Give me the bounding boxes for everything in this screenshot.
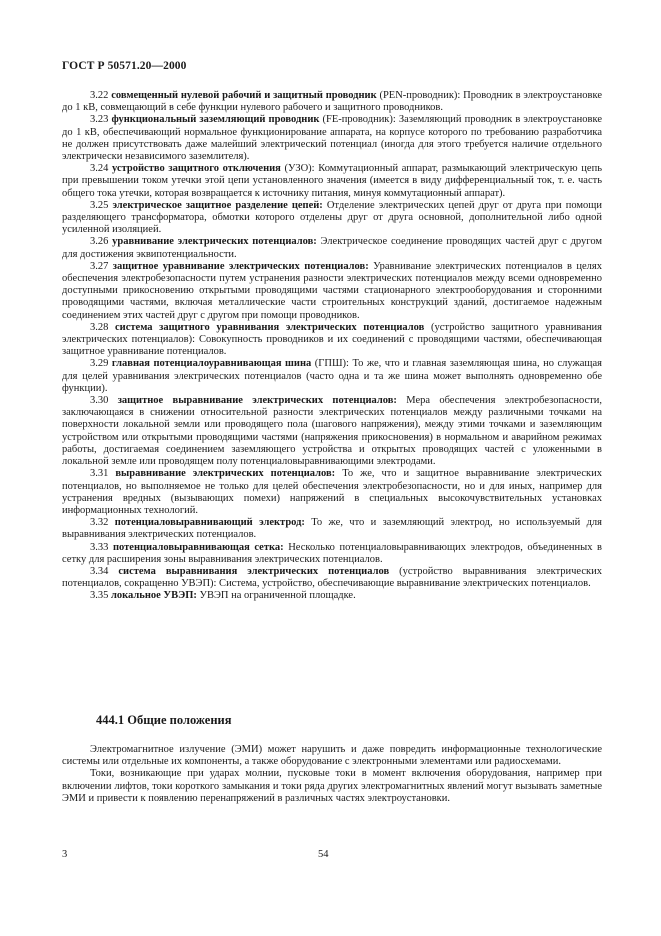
term-definition: То же, что и защитное выравнивание электрических потенциалов, но выполняемое не только для целей обеспечения электробезопасности, но и для иных, например для устранения вредных (вызывающих помехи) напряжений в специальных высокочувствительных установках информационных технологий. <box>62 468 602 516</box>
term-number: 3.29 <box>90 358 109 370</box>
section-title: 444.1 Общие положения <box>96 713 232 727</box>
term-definition: (ГПШ): То же, что и главная заземляющая шина, но служащая для целей уравнивания электрических потенциалов (часто одна и та же шина может выполнять одновременно обе функции). <box>62 358 602 394</box>
term-entry <box>62 590 602 602</box>
term-definition: Несколько потенциаловыравнивающих электродов, объединенных в сетку для расширения зоны выравнивания электрических потенциалов. <box>62 541 603 565</box>
term-name: устройство защитного отключения <box>112 163 281 175</box>
term-name: выравнивание электрических потенциалов: <box>115 468 336 480</box>
term-entry <box>62 468 602 517</box>
term-definition: УВЭП на ограниченной площадке. <box>196 590 356 602</box>
term-entry <box>62 542 602 566</box>
term-definition: (FE-проводник): Заземляющий проводник в электроустановке до 1 кВ, обеспечивающий нормальное функционирование аппарата, на корпусе которого по требованию разработчика не должен присутствовать даже малейший электрический потенциал (иногда для этого требуется наличие отдельного электрически независимого заземлителя). <box>62 114 602 163</box>
term-entry <box>62 358 602 395</box>
term-definition: (PEN-проводник): Проводник в электроустановке до 1 кВ, совмещающий в себе функции нулевого рабочего и защитного проводников. <box>62 90 602 114</box>
term-entry <box>62 163 602 200</box>
term-name: уравнивание электрических потенциалов: <box>112 236 317 248</box>
document-header: ГОСТ Р 50571.20—2000 <box>62 60 187 72</box>
term-definition: Мера обеспечения электробезопасности, заключающаяся в снижении относительной разности электрических потенциалов между различными точками на поверхности локальной земли или проводящего пола (шагового напряжения), между этими точками и заземляющим устройством или открытыми проводящими частями (напряжения прикосновения) в нормальном и аварийном режимах работы, достигаемая соединением заземляющего устройства и открытых проводящих частей с уложенными в локальной земле или проводящем полу потенциаловыравнивающими электродами. <box>62 395 603 468</box>
page-number: 54 <box>318 849 329 860</box>
term-definition: (устройство выравнивания электрических потенциалов, сокращенно УВЭП): Система, устройство, обеспечивающие выравнивание электрических потенциалов. <box>62 565 602 590</box>
term-definition: То же, что и заземляющий электрод, но используемый для выравнивания электрических потенциалов. <box>62 517 602 541</box>
term-number: 3.22 <box>90 90 109 101</box>
term-number: 3.30 <box>90 395 109 407</box>
term-definition: Электрическое соединение проводящих частей друг с другом для достижения эквипотенциальности. <box>62 236 603 260</box>
term-number: 3.28 <box>90 321 109 333</box>
term-number: 3.32 <box>90 517 109 529</box>
term-name: совмещенный нулевой рабочий и защитный проводник <box>111 90 377 101</box>
term-number: 3.33 <box>90 541 109 553</box>
term-name: локальное УВЭП: <box>111 590 197 602</box>
term-number: 3.24 <box>90 163 109 175</box>
term-entry <box>62 114 602 163</box>
term-number: 3.26 <box>90 236 109 248</box>
term-name: система защитного уравнивания электрических потенциалов <box>115 321 425 333</box>
term-name: функциональный заземляющий проводник <box>111 114 320 126</box>
section-paragraph: Токи, возникающие при ударах молнии, пусковые токи в момент включения оборудования, например при включении лифтов, токи короткого замыкания и токи ряда других электромагнитных явлений могут вызывать заметные ЭМИ и привести к появлению перенапряжений в различных частях электроустановки. <box>62 768 602 804</box>
term-entry <box>62 236 602 260</box>
term-number: 3.31 <box>90 468 109 480</box>
term-number: 3.25 <box>90 199 109 211</box>
term-definition: (УЗО): Коммутационный аппарат, размыкающий электрическую цепь при превышении током утечки этой цепи установленного значения (имеется в виду дифференциальный ток, т. е. часть общего тока утечки, которая возвращается к источнику питания, минуя коммутационный аппарат). <box>62 163 602 199</box>
term-entry <box>62 395 602 468</box>
term-name: защитное выравнивание электрических потенциалов: <box>117 395 397 407</box>
term-entry <box>62 200 602 237</box>
term-number: 3.35 <box>90 590 109 602</box>
term-name: защитное уравнивание электрических потенциалов: <box>112 260 369 272</box>
term-entry <box>62 517 602 541</box>
term-definition: Отделение электрических цепей друг от друга при помощи разделяющего трансформатора, обмотки которого отделены друг от друга основной, дополнительной либо одной усиленной изоляцией. <box>62 199 603 236</box>
section-body <box>62 744 602 805</box>
term-definition: (устройство защитного уравнивания электрических потенциалов): Совокупность проводников и их соединений с проводящими частями, обеспечивающая защитное уравнивание потенциалов. <box>62 321 603 358</box>
term-name: электрическое защитное разделение цепей: <box>112 199 323 211</box>
term-entry <box>62 261 602 322</box>
term-number: 3.23 <box>90 114 109 126</box>
section-paragraph: Электромагнитное излучение (ЭМИ) может нарушить и даже повредить информационные технологические системы или отдельные их компоненты, а также оборудование с электронными элементами или радиосхемами. <box>62 744 602 768</box>
term-entry <box>62 566 602 590</box>
term-name: система выравнивания электрических потенциалов <box>118 565 390 577</box>
term-definition: Уравнивание электрических потенциалов в целях обеспечения электробезопасности путем устранения разности электрических потенциалов между всеми одновременно доступными прикосновению открытыми проводящими частями стационарного электрооборудования и сторонними проводящими частями, включая металлические части строительных конструкций зданий, достигаемое надежным соединением этих частей друг с другом при помощи проводников. <box>62 260 603 321</box>
footer-left-mark: 3 <box>62 849 68 860</box>
term-name: главная потенциалоуравнивающая шина <box>111 358 312 370</box>
term-number: 3.27 <box>90 260 109 272</box>
term-number: 3.34 <box>90 565 109 577</box>
term-name: потенциаловыравнивающая сетка: <box>112 541 284 553</box>
terms-list <box>62 90 602 603</box>
term-entry <box>62 90 602 114</box>
term-entry <box>62 322 602 359</box>
term-name: потенциаловыравнивающий электрод: <box>114 517 305 529</box>
